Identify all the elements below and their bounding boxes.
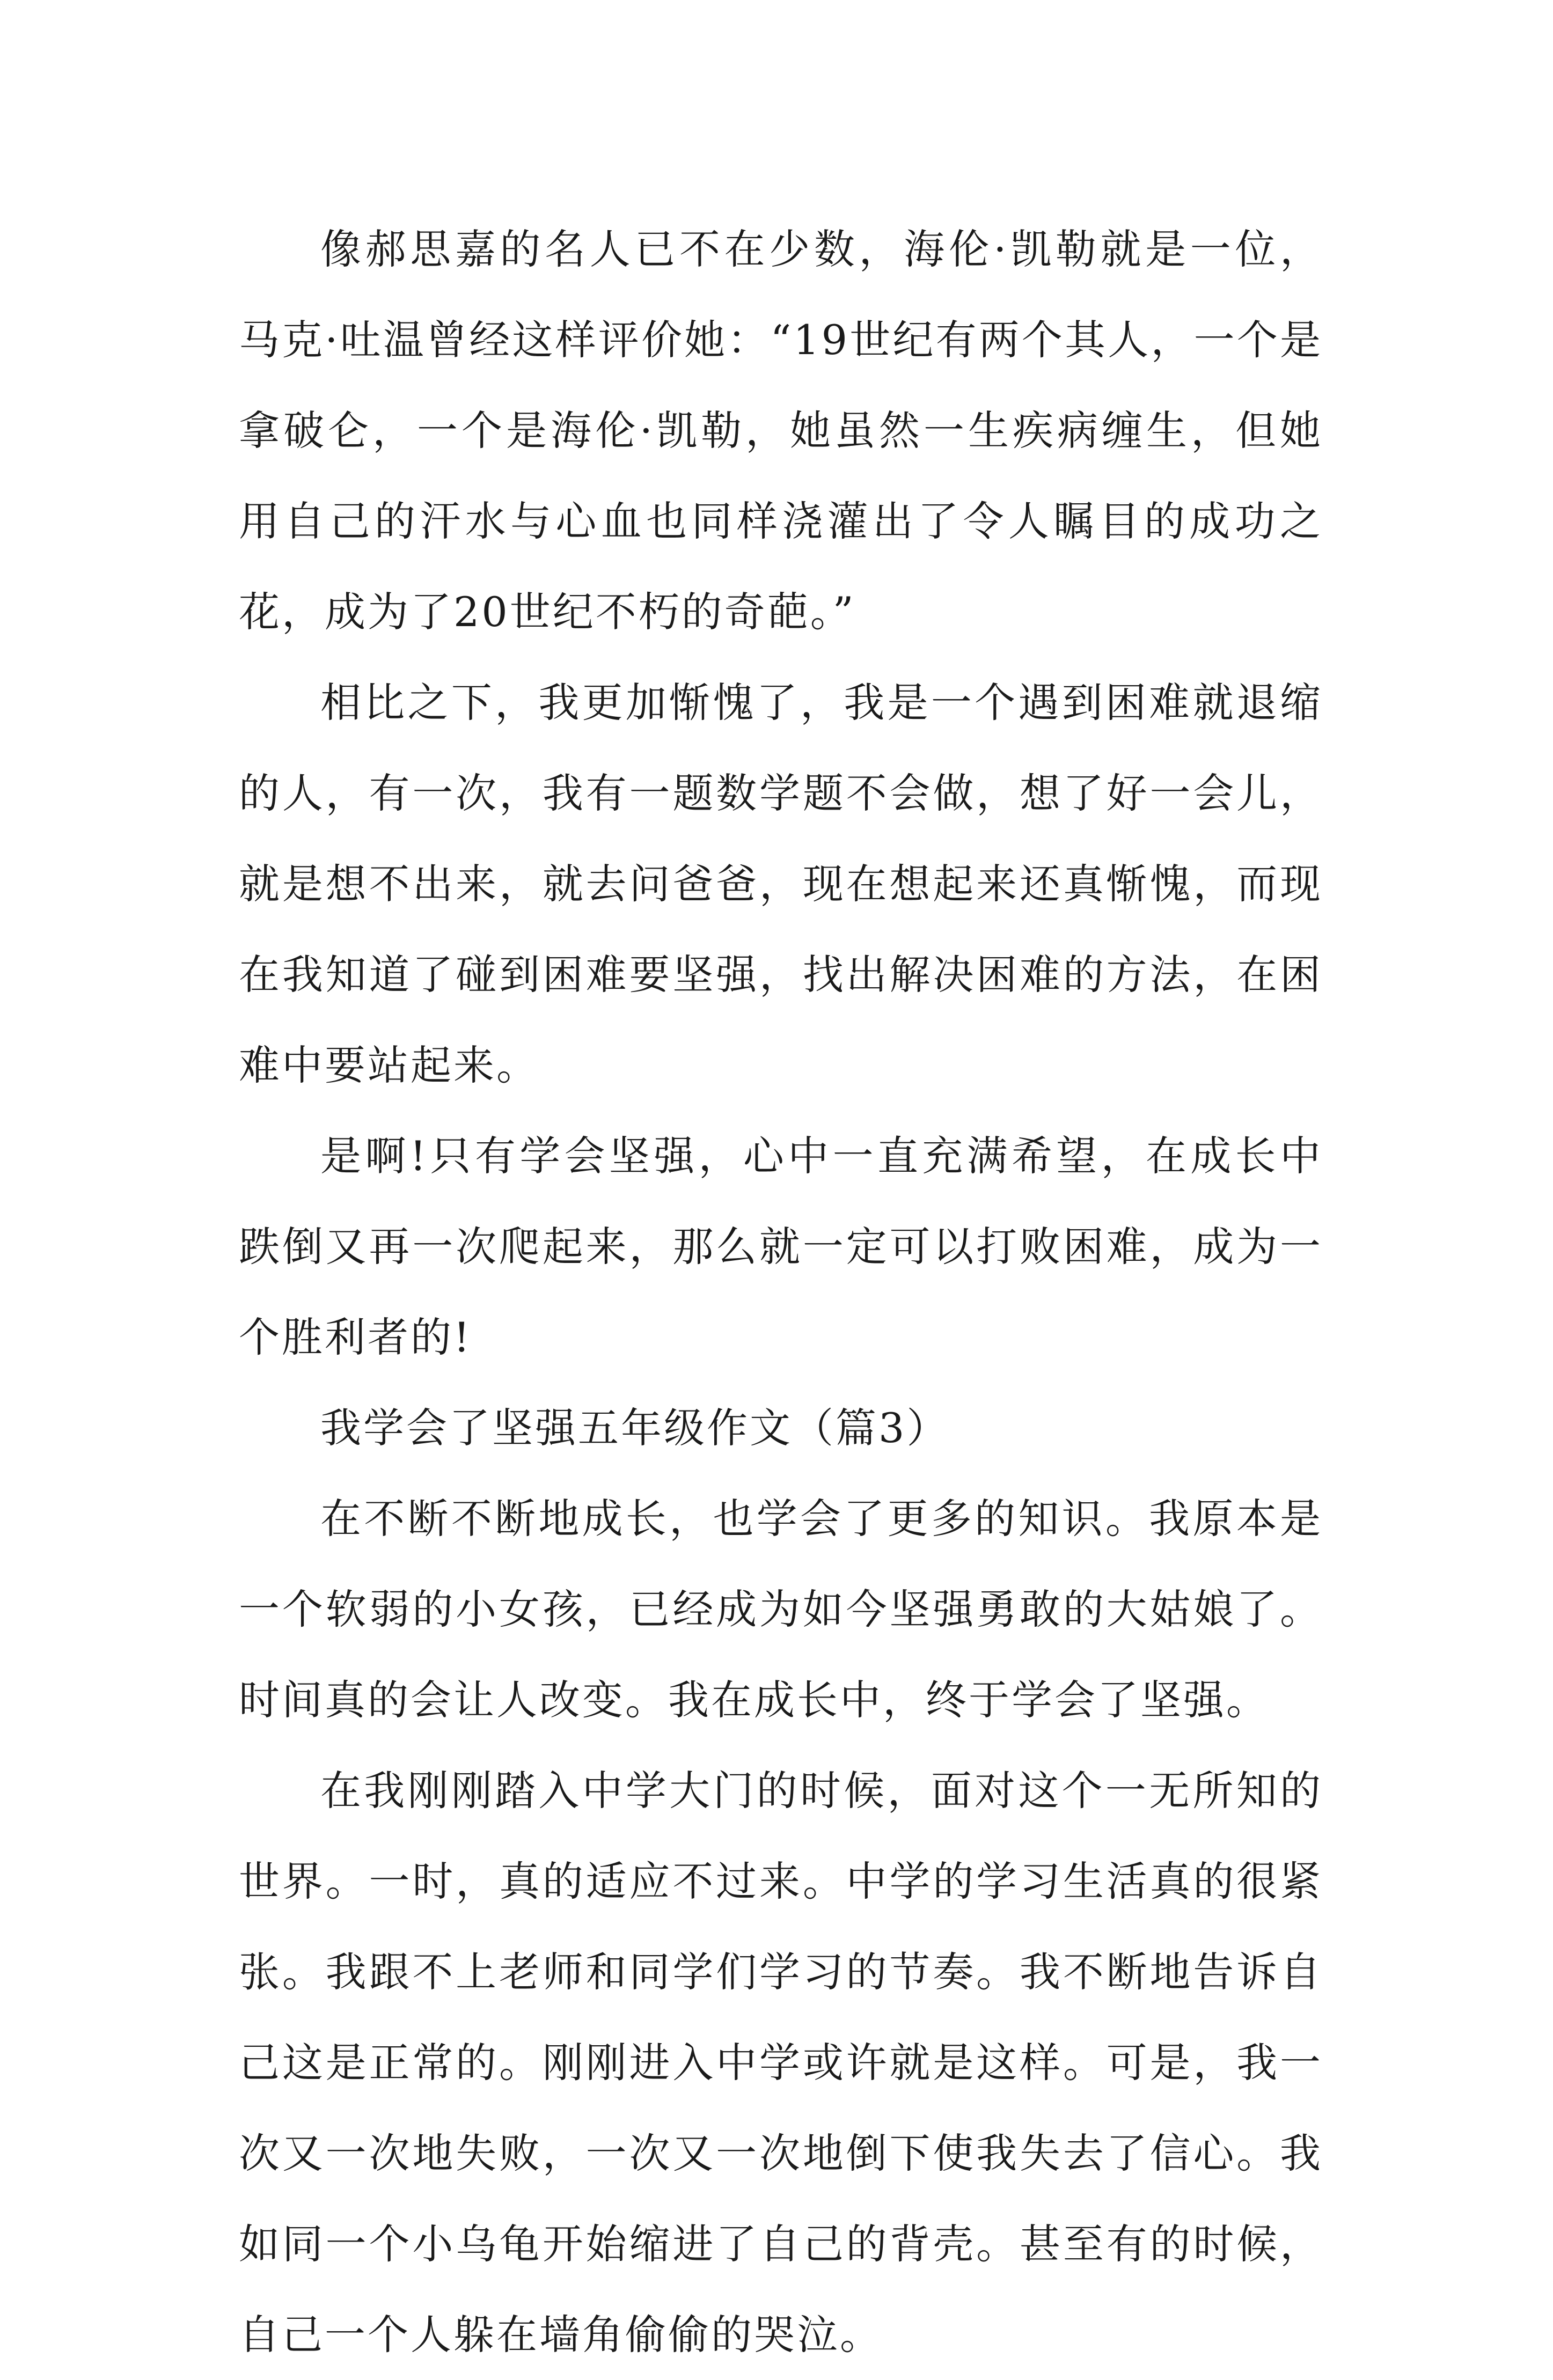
section-paragraph-1: 在不断不断地成长，也学会了更多的知识。我原本是一个软弱的小女孩，已经成为如今坚强勇敢的大姑娘了。时间真的会让人改变。我在成长中，终于学会了坚强。 (239, 1495, 1323, 1724)
section-paragraph-2: 在我刚刚踏入中学大门的时候，面对这个一无所知的世界。一时，真的适应不过来。中学的学习生活真的很紧张。我跟不上老师和同学们学习的节奏。我不断地告诉自己这是正常的。刚刚进入中学或许就是这样。可是，我一次又一次地失败，一次又一次地倒下使我失去了信心。我如同一个小乌龟开始缩进了自己的背壳。甚至有的时候，自己一个人躲在墙角偷偷的哭泣。 (239, 1767, 1323, 2359)
section-title: 我学会了坚强五年级作文（篇3） (320, 1404, 950, 1452)
paragraph-2: 相比之下，我更加惭愧了，我是一个遇到困难就退缩的人，有一次，我有一题数学题不会做，想了好一会儿，就是想不出来，就去问爸爸，现在想起来还真惭愧，而现在我知道了碰到困难要坚强，找出解决困难的方法，在困难中要站起来。 (239, 679, 1323, 1089)
paragraph-1: 像郝思嘉的名人已不在少数，海伦·凯勒就是一位，马克·吐温曾经这样评价她：“19世纪有两个其人，一个是拿破仑，一个是海伦·凯勒，她虽然一生疾病缠生，但她用自己的汗水与心血也同样浇灌出了令人瞩目的成功之花，成为了20世纪不朽的奇葩。” (239, 225, 1323, 636)
document-body (239, 204, 1323, 2380)
paragraph-3: 是啊!只有学会坚强，心中一直充满希望，在成长中跌倒又再一次爬起来，那么就一定可以打败困难，成为一个胜利者的! (239, 1132, 1323, 1361)
